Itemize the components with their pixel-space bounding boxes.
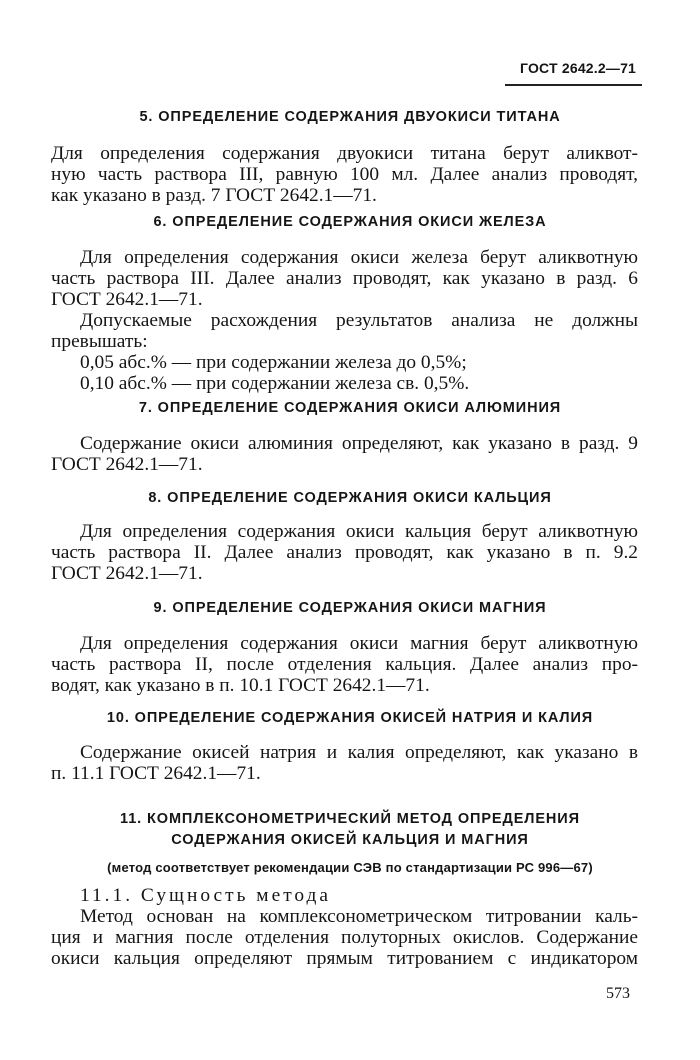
section-title: 6. ОПРЕДЕЛЕНИЕ СОДЕРЖАНИЯ ОКИСИ ЖЕЛЕЗА	[153, 214, 547, 230]
body-line: ция и магния после отделения полуторных окислов. Содержание	[51, 927, 638, 948]
page-number: 573	[606, 985, 630, 1002]
body-line: ГОСТ 2642.1—71.	[51, 563, 203, 584]
body-line: Для определения содержания окиси железа берут аликвотную	[80, 247, 638, 268]
body-line: часть раствора II. Далее анализ проводят, как указано в п. 9.2	[51, 542, 638, 563]
header-doc-code: ГОСТ 2642.2—71	[520, 60, 637, 76]
body-line: часть раствора II, после отделения кальция. Далее анализ про-	[51, 654, 638, 675]
body-line: как указано в разд. 7 ГОСТ 2642.1—71.	[51, 185, 377, 206]
body-line: ГОСТ 2642.1—71.	[51, 289, 203, 310]
section-title: 10. ОПРЕДЕЛЕНИЕ СОДЕРЖАНИЯ ОКИСЕЙ НАТРИЯ И КАЛИЯ	[106, 710, 594, 726]
subheading: 11.1. Сущность метода	[80, 885, 332, 906]
body-line: Допускаемые расхождения результатов анализа не должны	[80, 310, 638, 331]
body-line: п. 11.1 ГОСТ 2642.1—71.	[51, 763, 261, 784]
section-title: 11. КОМПЛЕКСОНОМЕТРИЧЕСКИЙ МЕТОД ОПРЕДЕЛЕНИЯ	[120, 811, 580, 827]
body-line: ную часть раствора III, равную 100 мл. Далее анализ проводят,	[51, 164, 638, 185]
body-line: ГОСТ 2642.1—71.	[51, 454, 203, 475]
header-rule	[505, 84, 642, 86]
section-title: 9. ОПРЕДЕЛЕНИЕ СОДЕРЖАНИЯ ОКИСИ МАГНИЯ	[153, 600, 547, 616]
section-title: 5. ОПРЕДЕЛЕНИЕ СОДЕРЖАНИЯ ДВУОКИСИ ТИТАНА	[139, 109, 561, 125]
body-line: Для определения содержания двуокиси титана берут аликвот-	[51, 143, 638, 164]
section-note: (метод соответствует рекомендации СЭВ по стандартизации РС 996—67)	[107, 860, 593, 875]
body-line: 0,10 абс.% — при содержании железа св. 0,5%.	[80, 373, 470, 394]
body-line: 0,05 абс.% — при содержании железа до 0,5%;	[80, 352, 467, 373]
body-line: Для определения содержания окиси магния берут аликвотную	[80, 633, 638, 654]
body-line: часть раствора III. Далее анализ проводят, как указано в разд. 6	[51, 268, 638, 289]
body-line: водят, как указано в п. 10.1 ГОСТ 2642.1—71.	[51, 675, 430, 696]
section-title: 7. ОПРЕДЕЛЕНИЕ СОДЕРЖАНИЯ ОКИСИ АЛЮМИНИЯ	[138, 400, 562, 416]
section-title: СОДЕРЖАНИЯ ОКИСЕЙ КАЛЬЦИЯ И МАГНИЯ	[171, 832, 529, 848]
section-title: 8. ОПРЕДЕЛЕНИЕ СОДЕРЖАНИЯ ОКИСИ КАЛЬЦИЯ	[148, 490, 552, 506]
body-line: Метод основан на комплексонометрическом титровании каль-	[80, 906, 638, 927]
body-line: превышать:	[51, 331, 148, 352]
body-line: Для определения содержания окиси кальция берут аликвотную	[80, 521, 638, 542]
body-line: Содержание окиси алюминия определяют, как указано в разд. 9	[80, 433, 638, 454]
body-line: Содержание окисей натрия и калия определяют, как указано в	[80, 742, 638, 763]
body-line: окиси кальция определяют прямым титрованием с индикатором	[51, 948, 638, 969]
